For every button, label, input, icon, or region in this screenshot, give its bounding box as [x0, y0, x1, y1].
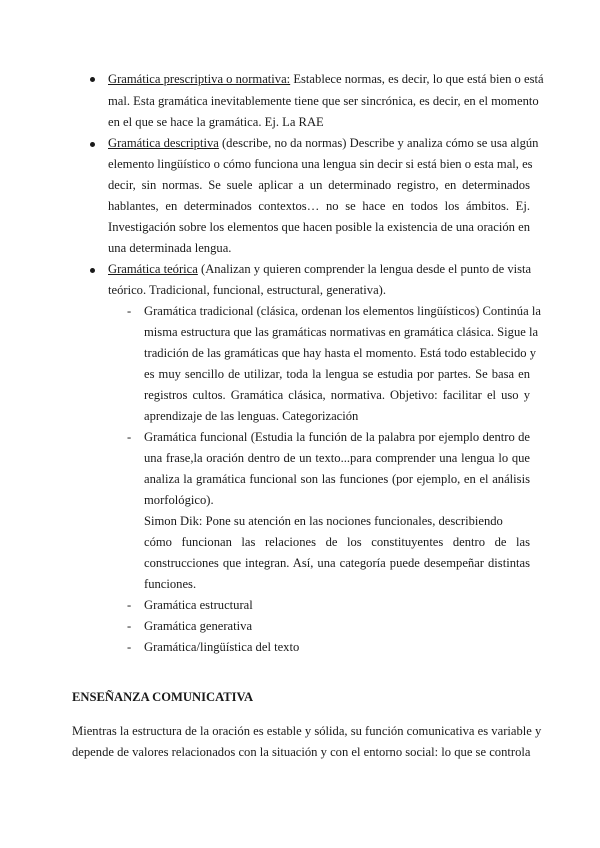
dash-marker: -: [127, 640, 132, 654]
bullet-2-line-6: una determinada lengua.: [108, 241, 232, 255]
bullet-2-line-2: elemento lingüístico o cómo funciona una lengua sin decir si está bien o esta mal, es: [108, 157, 533, 171]
section-heading: ENSEÑANZA COMUNICATIVA: [72, 690, 254, 704]
sub-5-line-1: Gramática/lingüística del texto: [144, 640, 300, 654]
paragraph-line-2: depende de valores relacionados con la situación y con el entorno social: lo que se controla: [72, 745, 531, 759]
bullet-1-line-1: Gramática prescriptiva o normativa: Establece normas, es decir, lo que está bien o está: [108, 72, 544, 86]
sub-2-line-1: Gramática funcional (Estudia la función de la palabra por ejemplo dentro de: [144, 430, 530, 444]
bullet-2-line-3: decir, sin normas. Se suele aplicar a un determinado registro, en determinados: [108, 178, 530, 192]
bullet-1-line-2: mal. Esta gramática inevitablemente tiene que ser sincrónica, es decir, en el momento: [108, 94, 539, 108]
sub-1-line-4: es muy sencillo de utilizar, toda la lengua se estudia por partes. Se basa en: [144, 367, 530, 381]
sub-1-line-1: Gramática tradicional (clásica, ordenan los elementos lingüísticos) Continúa la: [144, 304, 541, 318]
bullet-3-line-2: teórico. Tradicional, funcional, estructural, generativa).: [108, 283, 387, 297]
dash-marker: -: [127, 304, 132, 318]
bullet-1-line-3: en el que se hace la gramática. Ej. La RAE: [108, 115, 324, 129]
sub-2-extra-line-2: cómo funcionan las relaciones de los constituyentes dentro de las: [144, 535, 530, 549]
paragraph-line-1: Mientras la estructura de la oración es estable y sólida, su función comunicativa es variable y: [72, 724, 542, 738]
dash-marker: -: [127, 619, 132, 633]
sub-2-extra-line-3: construcciones que integran. Así, una categoría puede desempeñar distintas: [144, 556, 530, 570]
sub-2-line-3: analiza la gramática funcional son las funciones (por ejemplo, en el análisis: [144, 472, 530, 486]
term-teorica: Gramática teórica: [108, 262, 198, 276]
sub-1-line-5: registros cultos. Gramática clásica, normativa. Objetivo: facilitar el uso y: [144, 388, 530, 402]
sub-1-line-6: aprendizaje de las lenguas. Categorización: [144, 409, 359, 423]
bullet-marker: [90, 268, 95, 273]
term-prescriptiva: Gramática prescriptiva o normativa:: [108, 72, 291, 86]
sub-2-extra-line-1: Simon Dik: Pone su atención en las nociones funcionales, describiendo: [144, 514, 503, 528]
dash-marker: -: [127, 598, 132, 612]
bullet-2-line-5: Investigación sobre los elementos que hacen posible la existencia de una oración en: [108, 220, 530, 234]
sub-2-line-2: una frase,la oración dentro de un texto...para comprender una lengua lo que: [144, 451, 530, 465]
term-descriptiva: Gramática descriptiva: [108, 136, 219, 150]
sub-2-extra-line-4: funciones.: [144, 577, 197, 591]
bullet-marker: [90, 142, 95, 147]
bullet-3-line-1: Gramática teórica (Analizan y quieren comprender la lengua desde el punto de vista: [108, 262, 532, 276]
bullet-2-line-1: Gramática descriptiva (describe, no da normas) Describe y analiza cómo se usa algún: [108, 136, 539, 150]
sub-2-line-4: morfológico).: [144, 493, 214, 507]
dash-marker: -: [127, 430, 132, 444]
sub-1-line-3: tradición de las gramáticas que hay hasta el momento. Está todo establecido y: [144, 346, 537, 360]
sub-1-line-2: misma estructura que las gramáticas normativas en gramática clásica. Sigue la: [144, 325, 539, 339]
sub-4-line-1: Gramática generativa: [144, 619, 253, 633]
sub-3-line-1: Gramática estructural: [144, 598, 253, 612]
bullet-marker: [90, 77, 95, 82]
bullet-2-line-4: hablantes, en determinados contextos… no se hace en todos los ámbitos. Ej.: [108, 199, 530, 213]
